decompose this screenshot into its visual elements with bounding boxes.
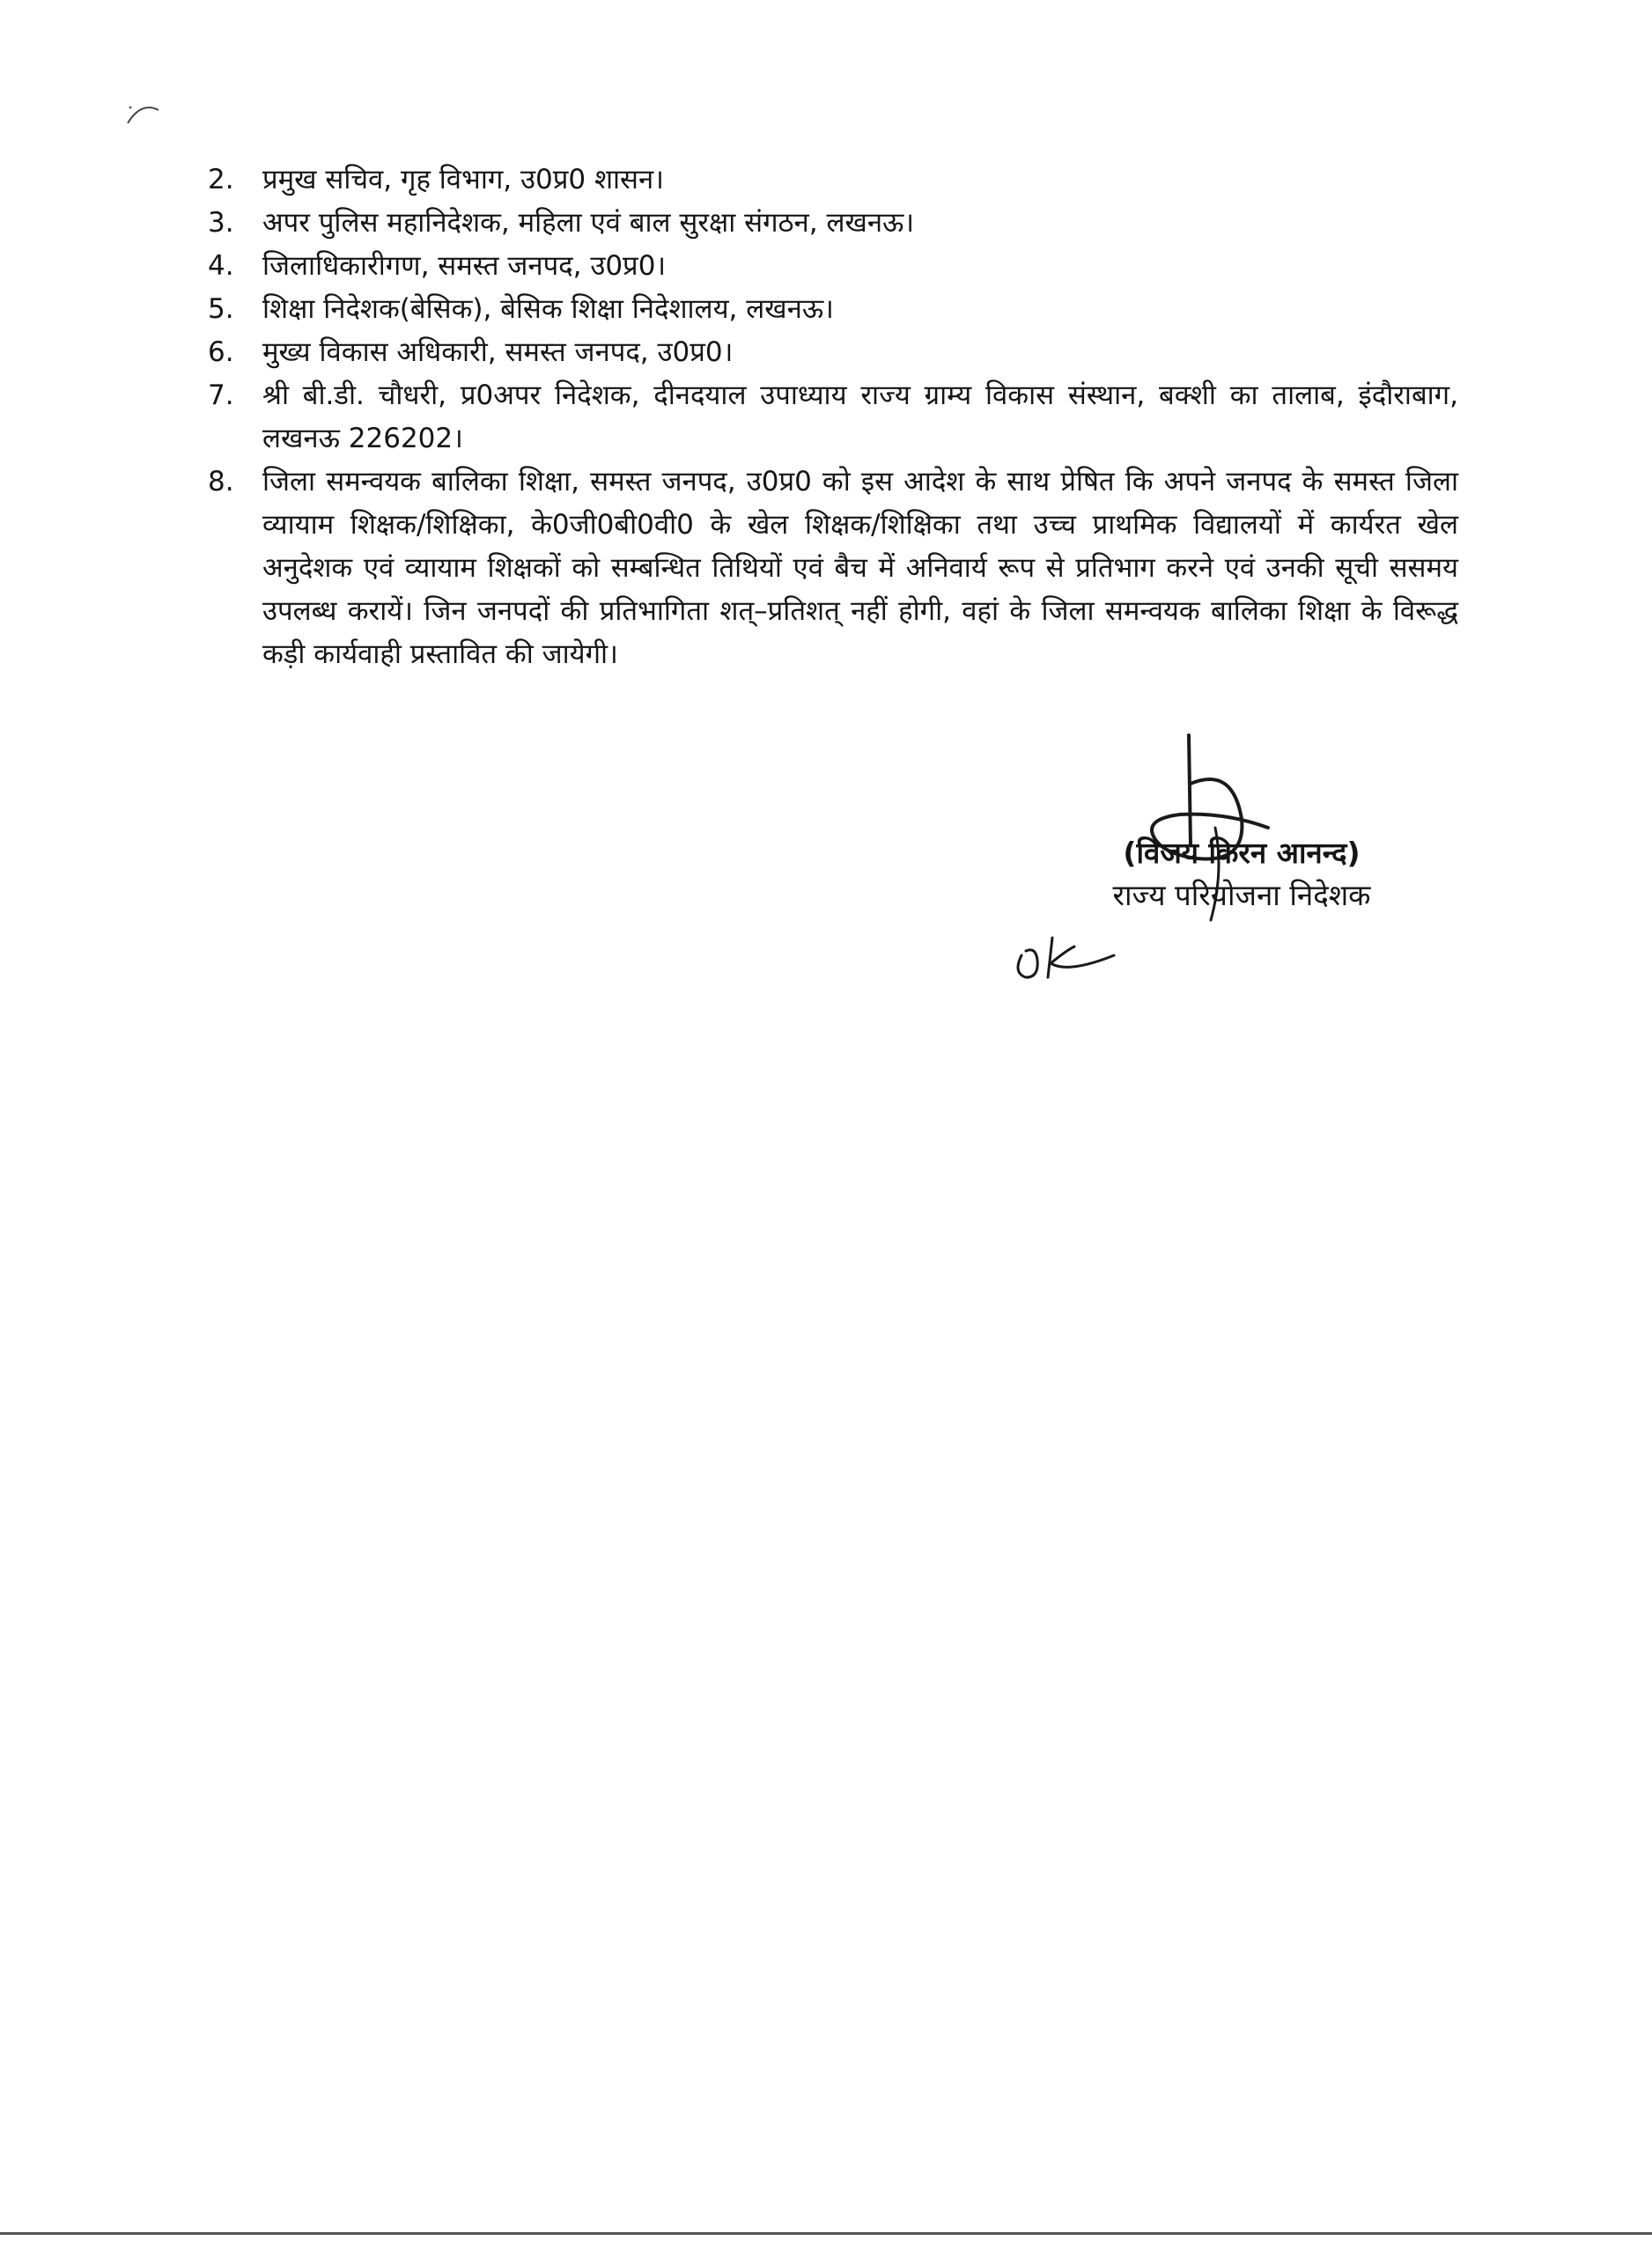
signatory-name: (विजय किरन आनन्द) (1123, 836, 1361, 870)
list-item-number: 3. (208, 207, 234, 239)
list-item-text: जिलाधिकारीगण, समस्त जनपद, उ0प्र0। (262, 250, 667, 282)
list-item (208, 331, 1458, 374)
list-item (208, 245, 1458, 288)
list-item (208, 202, 1458, 245)
list-item-number: 2. (208, 164, 234, 195)
list-item-text: शिक्षा निदेशक(बेसिक), बेसिक शिक्षा निदेशालय, लखनऊ। (262, 293, 834, 325)
list-item (208, 374, 1458, 461)
distribution-list (208, 158, 1458, 676)
list-item-text: प्रमुख सचिव, गृह विभाग, उ0प्र0 शासन। (262, 164, 664, 195)
scan-edge-divider (0, 2232, 1652, 2235)
list-item-number: 4. (208, 250, 234, 282)
list-item-number: 8. (208, 466, 234, 498)
scan-mark-icon (123, 97, 167, 132)
list-item-text: जिला समन्वयक बालिका शिक्षा, समस्त जनपद, उ0प्र0 को इस आदेश के साथ प्रेषित कि अपने जनपद के समस्त जिला व्यायाम शिक्षक/शिक्षिका, के0जी0बी0वी0 के खेल शिक्षक/शिक्षिका तथा उच्च प्राथमिक विद्यालयों में कार्यरत खेल अनुदेशक एवं व्यायाम शिक्षकों को सम्बन्धित तिथियों एवं बैच में अनिवार्य रूप से प्रतिभाग करने एवं उनकी सूची ससमय उपलब्ध करायें। जिन जनपदों की प्रतिभागिता शत्–प्रतिशत् नहीं होगी, वहां के जिला समन्वयक बालिका शिक्षा के विरूद्ध कड़ी कार्यवाही प्रस्तावित की जायेगी। (262, 466, 1458, 670)
list-item-text: मुख्य विकास अधिकारी, समस्त जनपद, उ0प्र0। (262, 336, 734, 368)
signatory-block (1039, 832, 1444, 917)
signatory-designation: राज्य परियोजना निदेशक (1112, 878, 1371, 912)
list-item-text: अपर पुलिस महानिदेशक, महिला एवं बाल सुरक्षा संगठन, लखनऊ। (262, 207, 915, 239)
handwritten-ok-icon (1004, 929, 1136, 982)
list-item-number: 7. (208, 380, 234, 411)
list-item (208, 461, 1458, 676)
list-item (208, 288, 1458, 331)
list-item (208, 158, 1458, 202)
list-item-number: 6. (208, 336, 234, 368)
list-item-text: श्री बी.डी. चौधरी, प्र0अपर निदेशक, दीनदयाल उपाध्याय राज्य ग्राम्य विकास संस्थान, बक्शी का तालाब, इंदौराबाग, लखनऊ 226202। (262, 380, 1458, 454)
list-item-number: 5. (208, 293, 234, 325)
